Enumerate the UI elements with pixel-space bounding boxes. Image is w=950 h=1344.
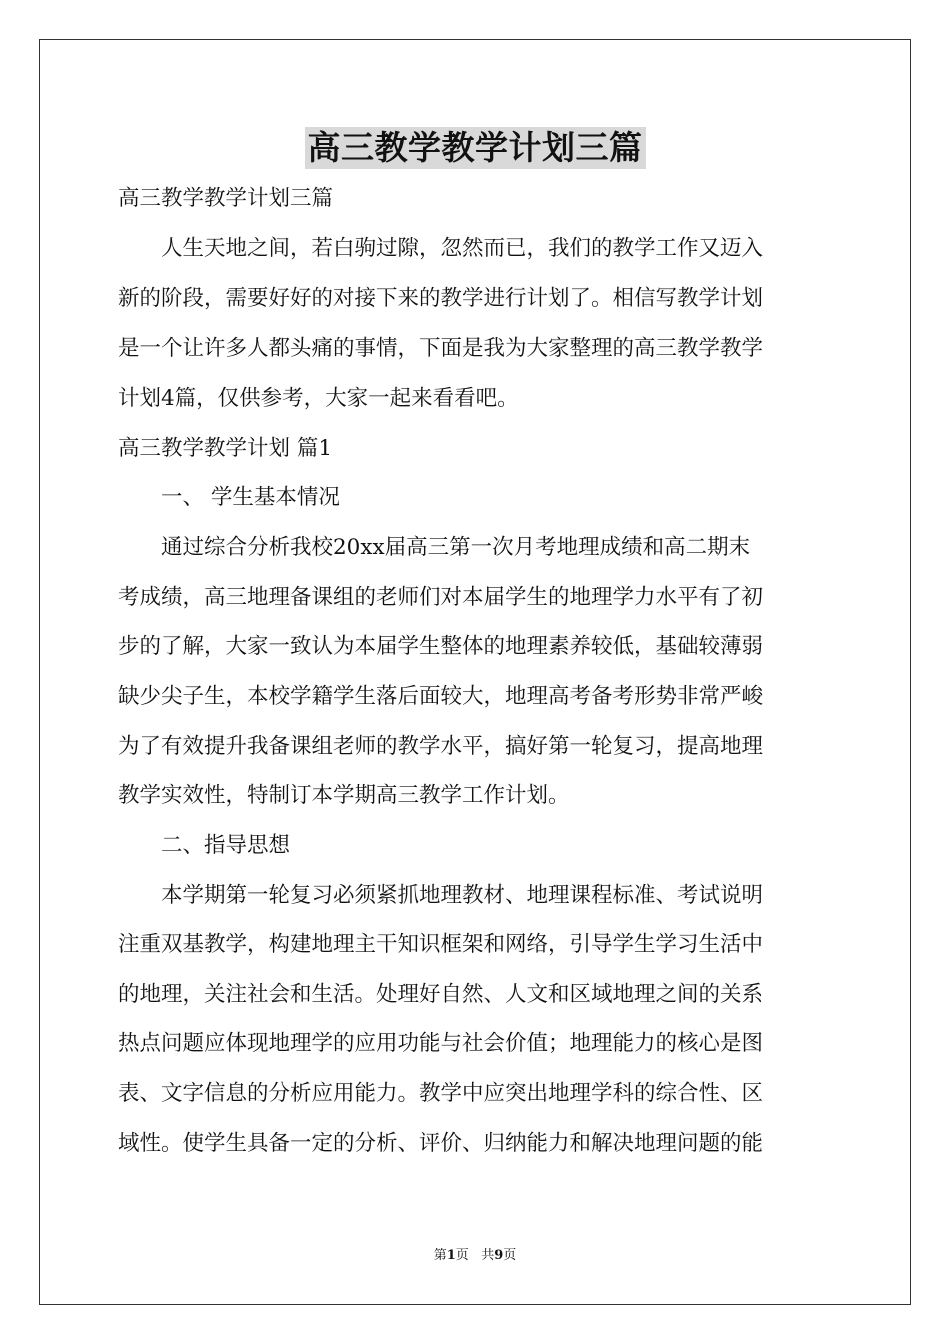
subtitle-line: 高三教学教学计划三篇	[118, 186, 334, 211]
footer-total-suffix: 页	[503, 1248, 517, 1263]
text-line: 热点问题应体现地理学的应用功能与社会价值；地理能力的核心是图	[118, 1031, 764, 1056]
footer-page-number: 1	[446, 1248, 456, 1263]
text-line: 缺少尖子生，本校学籍学生落后面较大，地理高考备考形势非常严峻	[118, 684, 764, 709]
footer-total-pages: 9	[494, 1248, 504, 1263]
page-border	[39, 39, 911, 1305]
title-container	[0, 127, 950, 169]
text-line: 人生天地之间，若白驹过隙，忽然而已，我们的教学工作又迈入	[118, 236, 764, 261]
text-line: 注重双基教学，构建地理主干知识框架和网络，引导学生学习生活中	[118, 932, 764, 957]
subsection-heading: 一、 学生基本情况	[118, 485, 340, 510]
text-line: 考成绩，高三地理备课组的老师们对本届学生的地理学力水平有了初	[118, 585, 764, 610]
footer-page-suffix: 页	[455, 1248, 469, 1263]
text-line: 步的了解，大家一致认为本届学生整体的地理素养较低，基础较薄弱	[118, 634, 764, 659]
subsection-heading: 二、指导思想	[118, 833, 291, 858]
footer-page-prefix: 第	[433, 1248, 447, 1263]
text-line: 是一个让许多人都头痛的事情，下面是我为大家整理的高三教学教学	[118, 336, 764, 361]
text-line: 通过综合分析我校20xx届高三第一次月考地理成绩和高二期末	[118, 535, 751, 560]
text-line: 表、文字信息的分析应用能力。教学中应突出地理学科的综合性、区	[118, 1081, 764, 1106]
section-heading: 高三教学教学计划 篇1	[118, 436, 333, 461]
text-line: 新的阶段，需要好好的对接下来的教学进行计划了。相信写教学计划	[118, 286, 764, 311]
page-footer	[0, 1247, 950, 1265]
text-line: 本学期第一轮复习必须紧抓地理教材、地理课程标准、考试说明	[118, 883, 764, 908]
text-line: 计划4篇，仅供参考，大家一起来看看吧。	[118, 386, 519, 411]
document-title: 高三教学教学计划三篇	[305, 127, 646, 169]
text-line: 域性。使学生具备一定的分析、评价、归纳能力和解决地理问题的能	[118, 1131, 764, 1156]
footer-total-prefix: 共	[481, 1248, 495, 1263]
text-line: 的地理，关注社会和生活。处理好自然、人文和区域地理之间的关系	[118, 982, 764, 1007]
text-line: 为了有效提升我备课组老师的教学水平，搞好第一轮复习，提高地理	[118, 734, 764, 759]
text-line: 教学实效性，特制订本学期高三教学工作计划。	[118, 783, 570, 808]
